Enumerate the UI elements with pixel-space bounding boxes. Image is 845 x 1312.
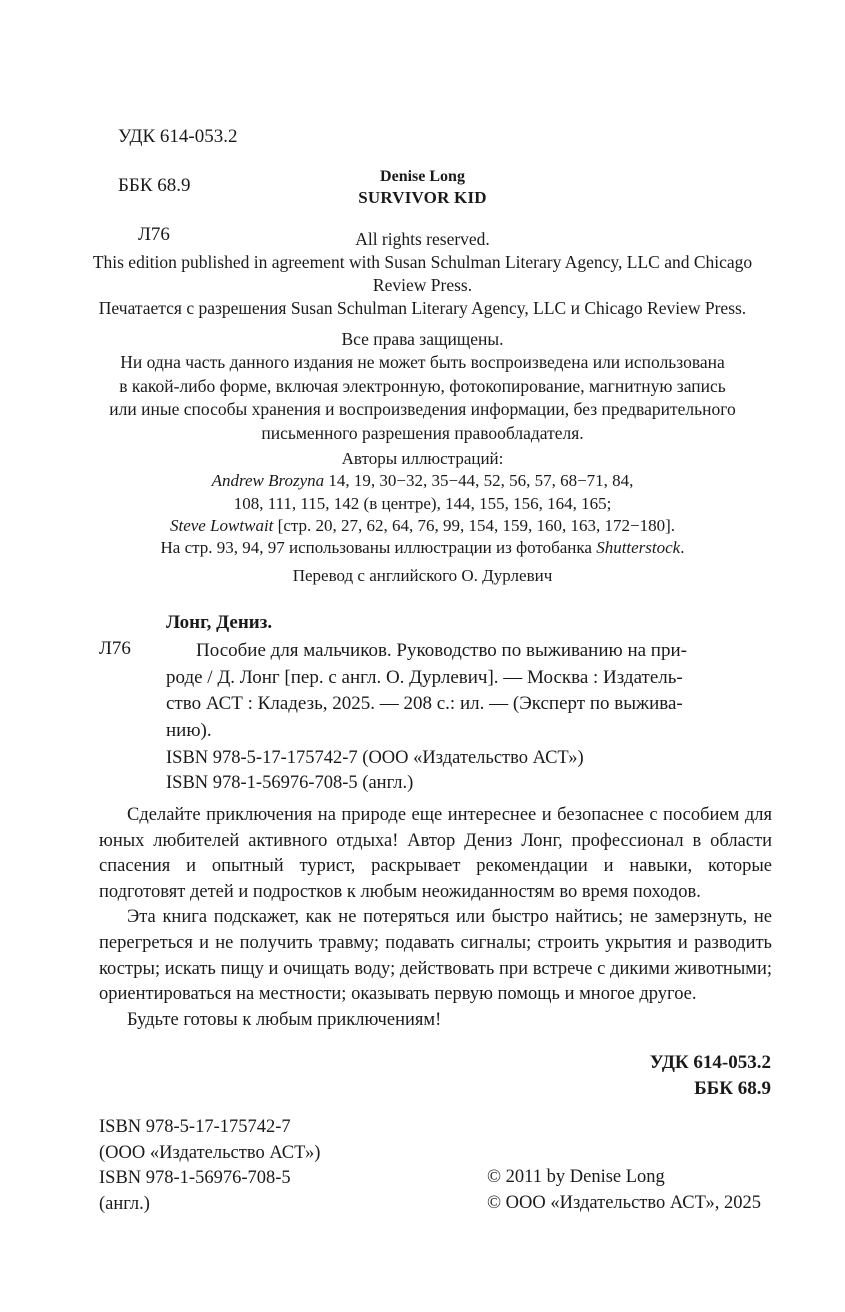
biblio-description-line-4: нию). [166,719,212,741]
biblio-description-line-3: ство АСТ : Кладезь, 2025. — 208 с.: ил. — (Эксперт по выжива- [166,693,683,714]
rights-ru-line-1: Все права защищены. [341,329,504,349]
biblio-author-heading: Лонг, Дениз. [166,612,273,633]
illustrator-2-pages: [стр. 20, 27, 62, 64, 76, 99, 154, 159, 160, 163, 172−180]. [273,515,675,535]
annotation-paragraph-1: Сделайте приключения на природе еще интереснее и безопаснее с пособием для юных любителей активного отдыха! Автор Дениз Лонг, профессионал в области спасения и опытный турист, раскрывает рекомендации и навыки, которые подготовят детей и подростков к любым неожиданностям во время походов. [99,805,772,902]
biblio-description-line-2: роде / Д. Лонг [пер. с англ. О. Дурлевич]. — Москва : Издатель- [166,666,683,688]
rights-ru-line-2: Ни одна часть данного издания не может быть воспроизведена или использована [120,352,725,373]
credits-stock-line [60,537,785,559]
illustrator-1-name: Andrew Brozyna [211,471,325,491]
udk-code-bottom: УДК 614-053.2 [649,1052,771,1073]
footer-isbn-russian-publisher: (ООО «Издательство АСТ») [99,1142,321,1163]
rights-ru-line-3: в какой-либо форме, включая электронную, фотокопирование, магнитную запись [119,375,726,396]
biblio-isbn-block [166,746,584,796]
rights-en-line-4: Печатается с разрешения Susan Schulman Literary Agency, LLC и Chicago Review Press. [98,298,747,318]
credits-illustrator-1-line-2: 108, 111, 115, 142 (в центре), 144, 155, 156, 164, 165; [233,493,612,513]
rights-en-line-1: All rights reserved. [355,229,490,249]
rights-notice-russian [60,328,785,445]
original-author: Denise Long [380,168,465,185]
original-edition-block [0,166,845,208]
annotation-block [99,803,772,1033]
footer-isbn-english-number: ISBN 978-1-56976-708-5 [99,1168,291,1188]
credits-illustrator-2-line [60,515,785,537]
udk-code-top: УДК 614-053.2 [118,125,238,147]
translator-line: Перевод с английского О. Дурлевич [292,566,553,585]
illustrator-2-name: Steve Lowtwait [169,515,274,535]
annotation-paragraph-3: Будьте готовы к любым приключениям! [127,1009,442,1030]
biblio-description-line-1: Пособие для мальчиков. Руководство по выживанию на при- [196,640,687,661]
stock-prefix: На стр. 93, 94, 97 использованы иллюстрации из фотобанка [160,538,597,558]
bbk-code-top: ББК 68.9 [118,174,191,196]
copyright-author-line: © 2011 by Denise Long [487,1167,665,1187]
illustrator-1-pages-1: 14, 19, 30−32, 35−44, 52, 56, 57, 68−71, 84, [324,471,634,491]
author-mark-top: Л76 [138,223,170,245]
stock-suffix: . [680,538,685,558]
footer-isbn-block [99,1115,320,1217]
footer-isbn-english-lang: (англ.) [99,1193,150,1214]
rights-en-line-2: This edition published in agreement with Susan Schulman Literary Agency, LLC and Chicago [92,252,753,272]
original-title: SURVIVOR KID [358,188,487,207]
bbk-code-bottom: ББК 68.9 [694,1078,771,1099]
biblio-author-mark: Л76 [99,638,131,659]
rights-en-line-3: Review Press. [372,275,473,295]
illustration-credits-block [60,448,785,559]
annotation-paragraph-2: Эта книга подскажет, как не потеряться или быстро найтись; не замерзнуть, не перегреться и не получить травму; подавать сигналы; строить укрытия и разводить костры; искать пищу и очищать воду; действовать при встрече с дикими животными; ориентироваться на местности; оказывать первую помощь и многое другое. [99,907,772,1005]
stock-agency-name: Shutterstock [596,538,681,558]
rights-notice-english [70,228,775,320]
biblio-isbn-english: ISBN 978-1-56976-708-5 (англ.) [166,773,414,793]
copyright-publisher-line: © ООО «Издательство АСТ», 2025 [487,1192,761,1213]
rights-ru-line-4: или иные способы хранения и воспроизведения информации, без предварительного [109,399,736,420]
footer-copyright-block [487,1165,761,1216]
biblio-isbn-russian: ISBN 978-5-17-175742-7 (ООО «Издательство АСТ») [166,748,584,768]
classification-bottom-block [650,1050,771,1102]
credits-illustrator-1-line-1 [60,470,785,492]
footer-isbn-russian-number: ISBN 978-5-17-175742-7 [99,1117,291,1137]
biblio-description [166,638,772,744]
credits-heading: Авторы иллюстраций: [341,449,504,468]
rights-ru-line-5: письменного разрешения правообладателя. [261,422,584,443]
